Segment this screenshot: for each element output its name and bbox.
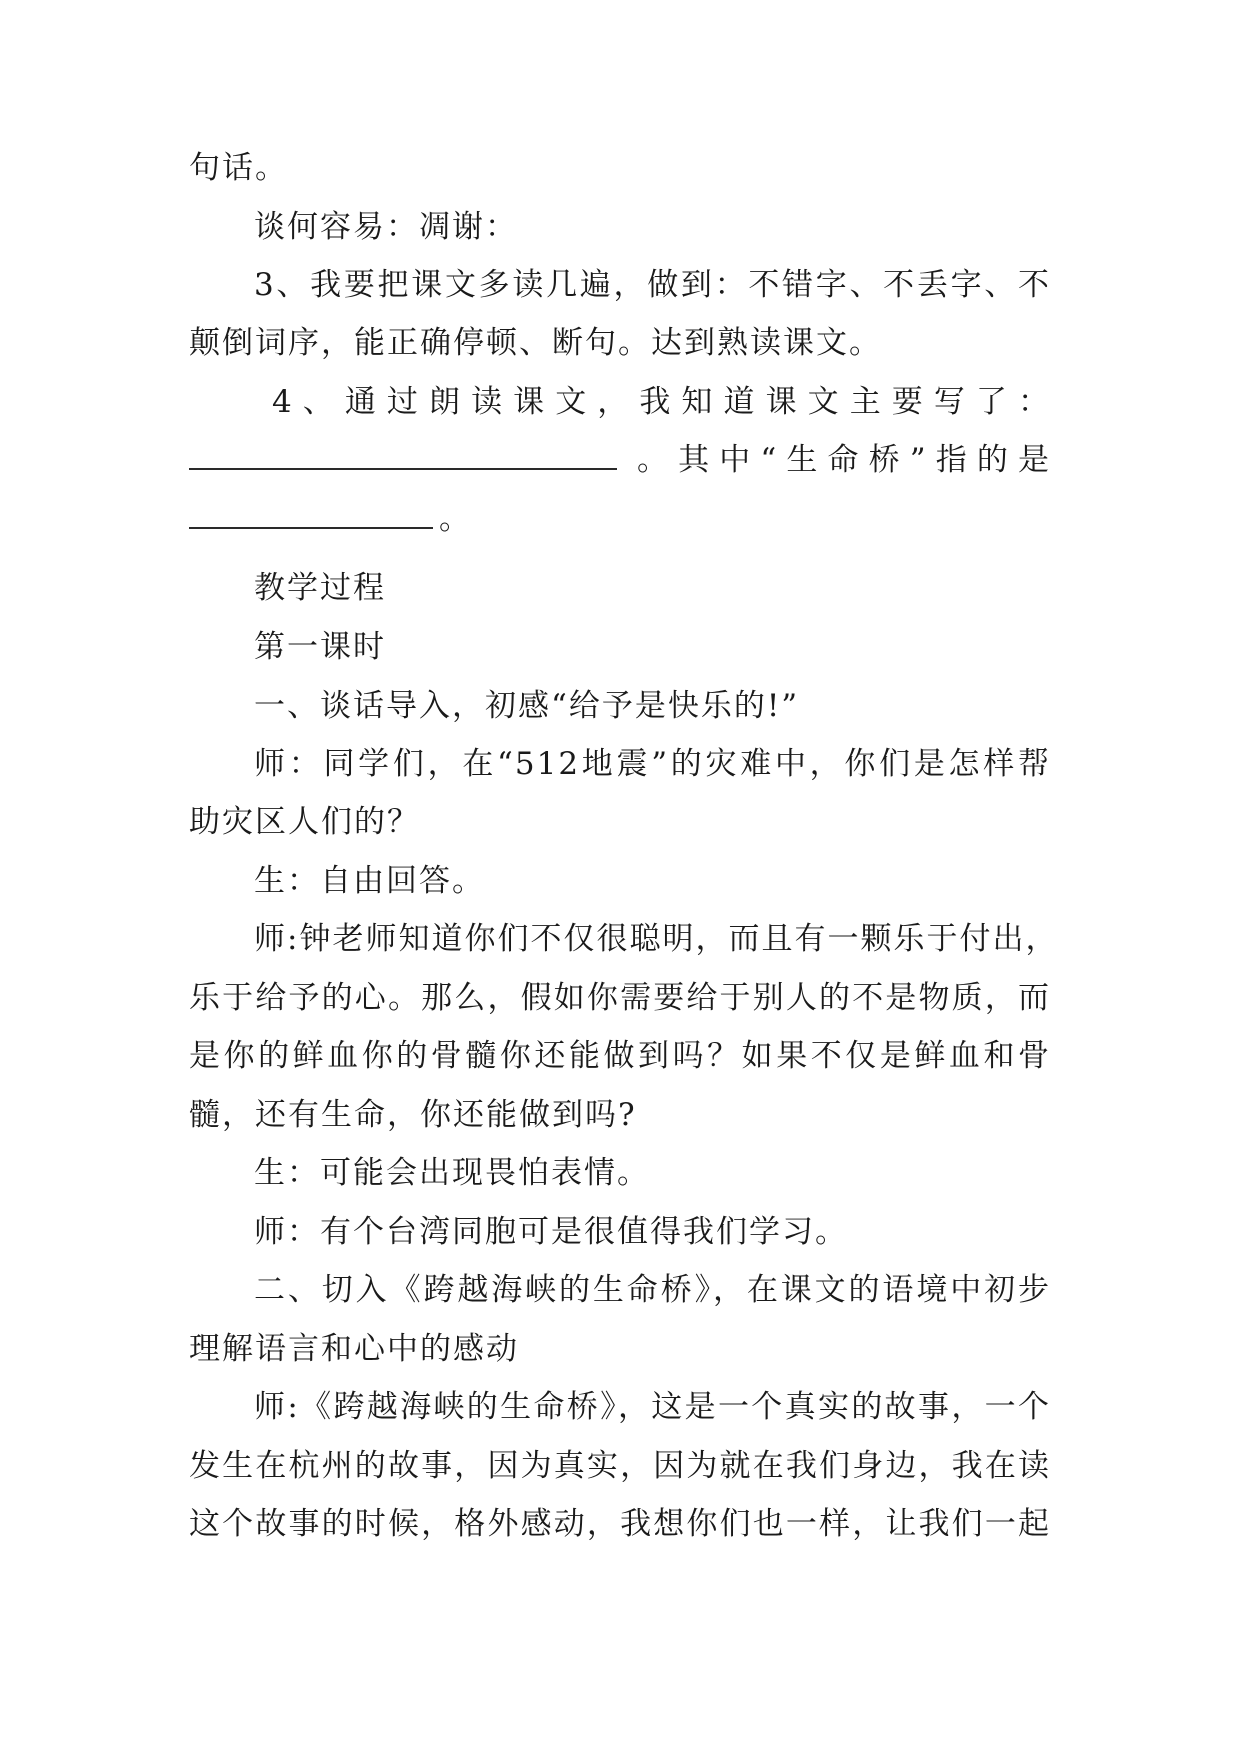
fill-in-line: [189, 499, 472, 539]
text-line: 生：可能会出现畏怕表情。: [254, 1155, 650, 1191]
text-line: 师：同学们，在“512地震”的灾难中，你们是怎样帮: [254, 746, 1051, 782]
text-line: 髓，还有生命，你还能做到吗?: [189, 1097, 637, 1133]
text-line: 。: [439, 501, 472, 537]
text-line: 4、通过朗读课文，我知道课文主要写了：: [272, 384, 1051, 420]
text-line: 。其中“生命桥”指的是: [637, 442, 1051, 478]
text-line: 3、我要把课文多读几遍，做到：不错字、不丢字、不: [254, 267, 1051, 303]
text-line: 发生在杭州的故事，因为真实，因为就在我们身边，我在读: [189, 1448, 1051, 1484]
text-line: 二、切入《跨越海峡的生命桥》，在课文的语境中初步: [254, 1272, 1051, 1308]
fill-in-line: [189, 440, 1051, 480]
section-heading: 教学过程: [254, 570, 386, 606]
text-line: 是你的鲜血你的骨髓你还能做到吗？如果不仅是鲜血和骨: [189, 1038, 1051, 1074]
answer-blank: [189, 442, 617, 470]
text-line: 理解语言和心中的感动: [189, 1331, 519, 1367]
text-line: 师:钟老师知道你们不仅很聪明，而且有一颗乐于付出，: [254, 921, 1059, 957]
text-line: 谈何容易：凋谢：: [254, 209, 518, 245]
text-line: 乐于给予的心。那么，假如你需要给于别人的不是物质，而: [189, 980, 1051, 1016]
text-line: 这个故事的时候，格外感动，我想你们也一样，让我们一起: [189, 1506, 1051, 1542]
section-heading: 第一课时: [254, 629, 386, 665]
text-line: 一、谈话导入，初感“给予是快乐的!”: [254, 688, 800, 724]
text-line: 助灾区人们的？: [189, 804, 420, 840]
text-line: 生：自由回答。: [254, 863, 485, 899]
text-line: 师：有个台湾同胞可是很值得我们学习。: [254, 1214, 848, 1250]
text-line: 颠倒词序，能正确停顿、断句。达到熟读课文。: [189, 325, 882, 361]
text-line: 师:《跨越海峡的生命桥》，这是一个真实的故事，一个: [254, 1389, 1051, 1425]
answer-blank: [189, 501, 433, 529]
text-line: 句话。: [189, 150, 288, 186]
